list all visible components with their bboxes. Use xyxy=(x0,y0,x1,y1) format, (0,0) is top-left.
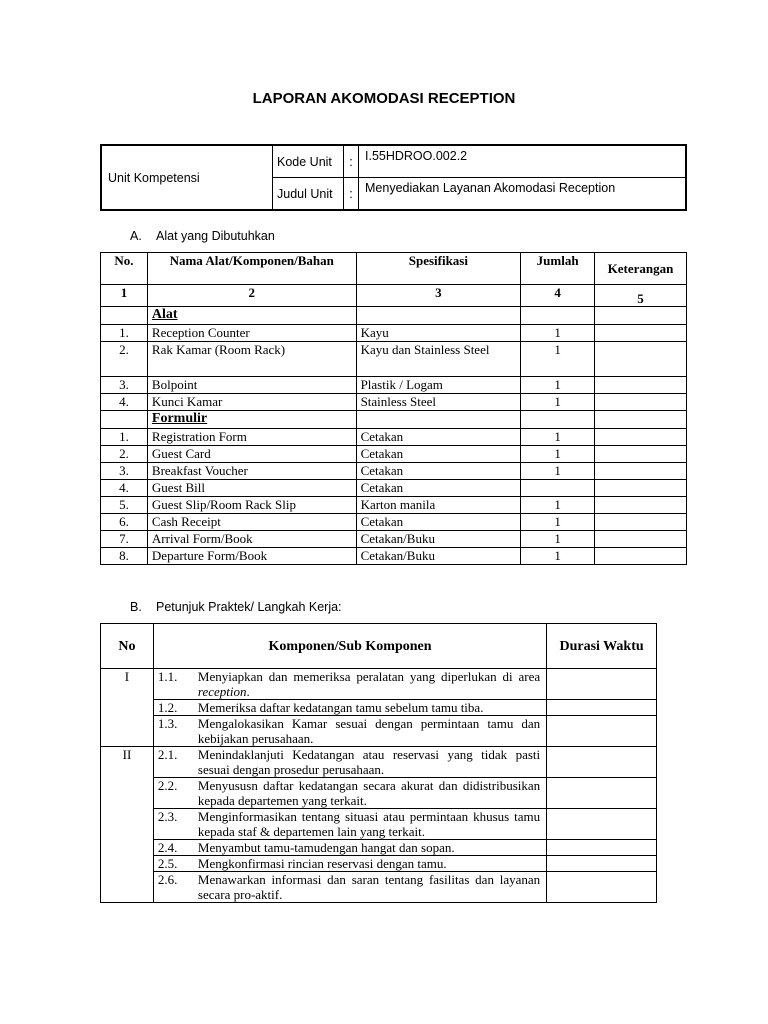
steps-header-komponen: Komponen/Sub Komponen xyxy=(153,624,546,669)
tools-row-spec: Cetakan/Buku xyxy=(356,531,521,548)
step-cell xyxy=(153,840,546,856)
step-cell xyxy=(153,747,546,778)
tools-row-spec: Cetakan xyxy=(356,514,521,531)
step-duration-cell xyxy=(547,840,657,856)
tools-row-spec: Cetakan xyxy=(356,429,521,446)
tools-row-note xyxy=(595,342,687,377)
step-duration-cell xyxy=(547,669,657,700)
tools-cell xyxy=(101,411,148,429)
tools-row xyxy=(101,342,687,377)
step-duration-cell xyxy=(547,716,657,747)
section-a-title: Alat yang Dibutuhkan xyxy=(156,229,275,243)
tools-cell xyxy=(356,307,521,325)
unit-competency-label: Unit Kompetensi xyxy=(101,145,273,210)
step-text: Memeriksa daftar kedatangan tamu sebelum tamu tiba. xyxy=(197,700,484,715)
step-number: 1.1. xyxy=(157,669,178,684)
tools-cell xyxy=(595,307,687,325)
tools-row-spec: Plastik / Logam xyxy=(356,377,521,394)
tools-row-qty: 1 xyxy=(521,342,595,377)
kode-unit-value: I.55HDROO.002.2 xyxy=(359,145,687,178)
section-b-letter: B. xyxy=(130,600,142,614)
tools-cell xyxy=(595,411,687,429)
tools-row-note xyxy=(595,497,687,514)
steps-row xyxy=(101,778,657,809)
steps-row xyxy=(101,872,657,903)
step-number: 2.6. xyxy=(157,872,178,887)
tools-row-qty: 1 xyxy=(521,325,595,342)
step-cell xyxy=(153,700,546,716)
tools-row-note xyxy=(595,325,687,342)
section-a-letter: A. xyxy=(130,229,142,243)
tools-group-row xyxy=(101,411,687,429)
tools-row xyxy=(101,394,687,411)
tools-row-note xyxy=(595,446,687,463)
tools-row-no: 1. xyxy=(101,325,148,342)
step-text: Mengalokasikan Kamar sesuai dengan permintaan tamu dan kebijakan perusahaan. xyxy=(197,716,541,746)
tools-row-name: Cash Receipt xyxy=(147,514,356,531)
section-a-heading xyxy=(130,229,275,243)
step-cell xyxy=(153,809,546,840)
tools-col-number: 2 xyxy=(147,285,356,307)
kode-unit-label: Kode Unit xyxy=(273,145,344,178)
step-cell xyxy=(153,856,546,872)
tools-cell xyxy=(521,307,595,325)
tools-col-number: 5 xyxy=(595,285,687,307)
tools-table xyxy=(100,252,687,565)
tools-row xyxy=(101,548,687,565)
steps-row xyxy=(101,856,657,872)
tools-row-spec: Cetakan xyxy=(356,480,521,497)
step-text: Mengkonfirmasi rincian reservasi dengan tamu. xyxy=(197,856,447,871)
tools-row-no: 3. xyxy=(101,377,148,394)
tools-row-name: Guest Card xyxy=(147,446,356,463)
step-number: 2.2. xyxy=(157,778,178,793)
tools-row xyxy=(101,446,687,463)
tools-row-name: Kunci Kamar xyxy=(147,394,356,411)
step-text: Menawarkan informasi dan saran tentang fasilitas dan layanan secara pro-aktif. xyxy=(197,872,541,902)
judul-unit-colon: : xyxy=(344,178,359,211)
tools-row-note xyxy=(595,531,687,548)
tools-row-no: 2. xyxy=(101,446,148,463)
step-text: Menyiapkan dan memeriksa peralatan yang diperlukan di area xyxy=(197,669,541,684)
tools-row xyxy=(101,514,687,531)
tools-row-name: Departure Form/Book xyxy=(147,548,356,565)
tools-row-note xyxy=(595,480,687,497)
tools-row-note xyxy=(595,377,687,394)
step-cell xyxy=(153,669,546,700)
steps-row xyxy=(101,747,657,778)
step-text-tail: . xyxy=(246,684,250,699)
tools-row-qty: 1 xyxy=(521,377,595,394)
tools-group-name: Alat xyxy=(147,307,356,325)
tools-row xyxy=(101,480,687,497)
step-duration-cell xyxy=(547,778,657,809)
document-title: LAPORAN AKOMODASI RECEPTION xyxy=(252,90,516,107)
tools-row xyxy=(101,429,687,446)
tools-cell xyxy=(101,307,148,325)
steps-row xyxy=(101,700,657,716)
judul-unit-label: Judul Unit xyxy=(273,178,344,211)
tools-row-note xyxy=(595,548,687,565)
kode-unit-colon: : xyxy=(344,145,359,178)
tools-row-spec: Cetakan/Buku xyxy=(356,548,521,565)
tools-row-name: Guest Slip/Room Rack Slip xyxy=(147,497,356,514)
tools-row-no: 5. xyxy=(101,497,148,514)
steps-header-durasi: Durasi Waktu xyxy=(547,624,657,669)
tools-row-qty: 1 xyxy=(521,514,595,531)
step-text: Menindaklanjuti Kedatangan atau reservasi yang tidak pasti sesuai dengan prosedur perusahaan. xyxy=(197,747,541,777)
section-b-title: Petunjuk Praktek/ Langkah Kerja: xyxy=(156,600,342,614)
tools-row-spec: Stainless Steel xyxy=(356,394,521,411)
tools-row xyxy=(101,531,687,548)
step-number: 2.1. xyxy=(157,747,178,762)
tools-row xyxy=(101,463,687,480)
step-text: Menyususn daftar kedatangan secara akurat dan didistribusikan kepada departemen yang terkait. xyxy=(197,778,541,808)
tools-row-name: Reception Counter xyxy=(147,325,356,342)
tools-col-number: 3 xyxy=(356,285,521,307)
step-text-emphasis: reception xyxy=(197,684,247,699)
tools-row-spec: Kayu dan Stainless Steel xyxy=(356,342,521,377)
tools-row-spec: Karton manila xyxy=(356,497,521,514)
tools-row-no: 7. xyxy=(101,531,148,548)
tools-cell xyxy=(521,411,595,429)
tools-row-qty: 1 xyxy=(521,463,595,480)
step-duration-cell xyxy=(547,872,657,903)
tools-row-note xyxy=(595,463,687,480)
steps-row xyxy=(101,669,657,700)
tools-row-qty: 1 xyxy=(521,531,595,548)
tools-row-qty: 1 xyxy=(521,548,595,565)
tools-row-no: 4. xyxy=(101,394,148,411)
step-cell xyxy=(153,778,546,809)
tools-header-qty: Jumlah xyxy=(521,253,595,285)
tools-row-no: 2. xyxy=(101,342,148,377)
tools-header-note: Keterangan xyxy=(595,253,687,285)
tools-col-number: 4 xyxy=(521,285,595,307)
steps-row xyxy=(101,809,657,840)
tools-group-name: Formulir xyxy=(147,411,356,429)
steps-row xyxy=(101,716,657,747)
tools-row-qty xyxy=(521,480,595,497)
step-number: 1.3. xyxy=(157,716,178,731)
tools-row-name: Guest Bill xyxy=(147,480,356,497)
tools-row-no: 8. xyxy=(101,548,148,565)
tools-row-note xyxy=(595,429,687,446)
tools-row xyxy=(101,377,687,394)
tools-row-qty: 1 xyxy=(521,429,595,446)
tools-row-name: Rak Kamar (Room Rack) xyxy=(147,342,356,377)
step-cell xyxy=(153,716,546,747)
step-duration-cell xyxy=(547,700,657,716)
step-cell xyxy=(153,872,546,903)
step-duration-cell xyxy=(547,747,657,778)
step-text: Menyambut tamu-tamudengan hangat dan sopan. xyxy=(197,840,455,855)
tools-header-no: No. xyxy=(101,253,148,285)
steps-group-no: I xyxy=(101,669,154,747)
tools-header-name: Nama Alat/Komponen/Bahan xyxy=(147,253,356,285)
tools-row-no: 1. xyxy=(101,429,148,446)
step-duration-cell xyxy=(547,809,657,840)
tools-row-note xyxy=(595,394,687,411)
tools-row-no: 3. xyxy=(101,463,148,480)
section-b-heading xyxy=(130,600,342,614)
tools-col-number: 1 xyxy=(101,285,148,307)
tools-row-no: 4. xyxy=(101,480,148,497)
unit-competency-table xyxy=(100,144,687,211)
tools-row-no: 6. xyxy=(101,514,148,531)
judul-unit-value: Menyediakan Layanan Akomodasi Reception xyxy=(359,178,687,211)
tools-row-qty: 1 xyxy=(521,394,595,411)
tools-row-spec: Kayu xyxy=(356,325,521,342)
tools-header-spec: Spesifikasi xyxy=(356,253,521,285)
tools-row xyxy=(101,497,687,514)
steps-header-no: No xyxy=(101,624,154,669)
tools-row-spec: Cetakan xyxy=(356,463,521,480)
step-number: 2.3. xyxy=(157,809,178,824)
tools-group-row xyxy=(101,307,687,325)
tools-cell xyxy=(356,411,521,429)
steps-group-no: II xyxy=(101,747,154,903)
tools-row-note xyxy=(595,514,687,531)
steps-row xyxy=(101,840,657,856)
tools-row-spec: Cetakan xyxy=(356,446,521,463)
tools-row-name: Registration Form xyxy=(147,429,356,446)
step-number: 2.5. xyxy=(157,856,178,871)
tools-row-name: Breakfast Voucher xyxy=(147,463,356,480)
tools-row-qty: 1 xyxy=(521,446,595,463)
step-duration-cell xyxy=(547,856,657,872)
steps-table xyxy=(100,623,657,903)
tools-row xyxy=(101,325,687,342)
tools-row-name: Arrival Form/Book xyxy=(147,531,356,548)
tools-row-qty: 1 xyxy=(521,497,595,514)
step-text: Menginformasikan tentang situasi atau permintaan khusus tamu kepada staf & departemen lain yang terkait. xyxy=(197,809,541,839)
step-number: 1.2. xyxy=(157,700,178,715)
step-number: 2.4. xyxy=(157,840,178,855)
tools-row-name: Bolpoint xyxy=(147,377,356,394)
